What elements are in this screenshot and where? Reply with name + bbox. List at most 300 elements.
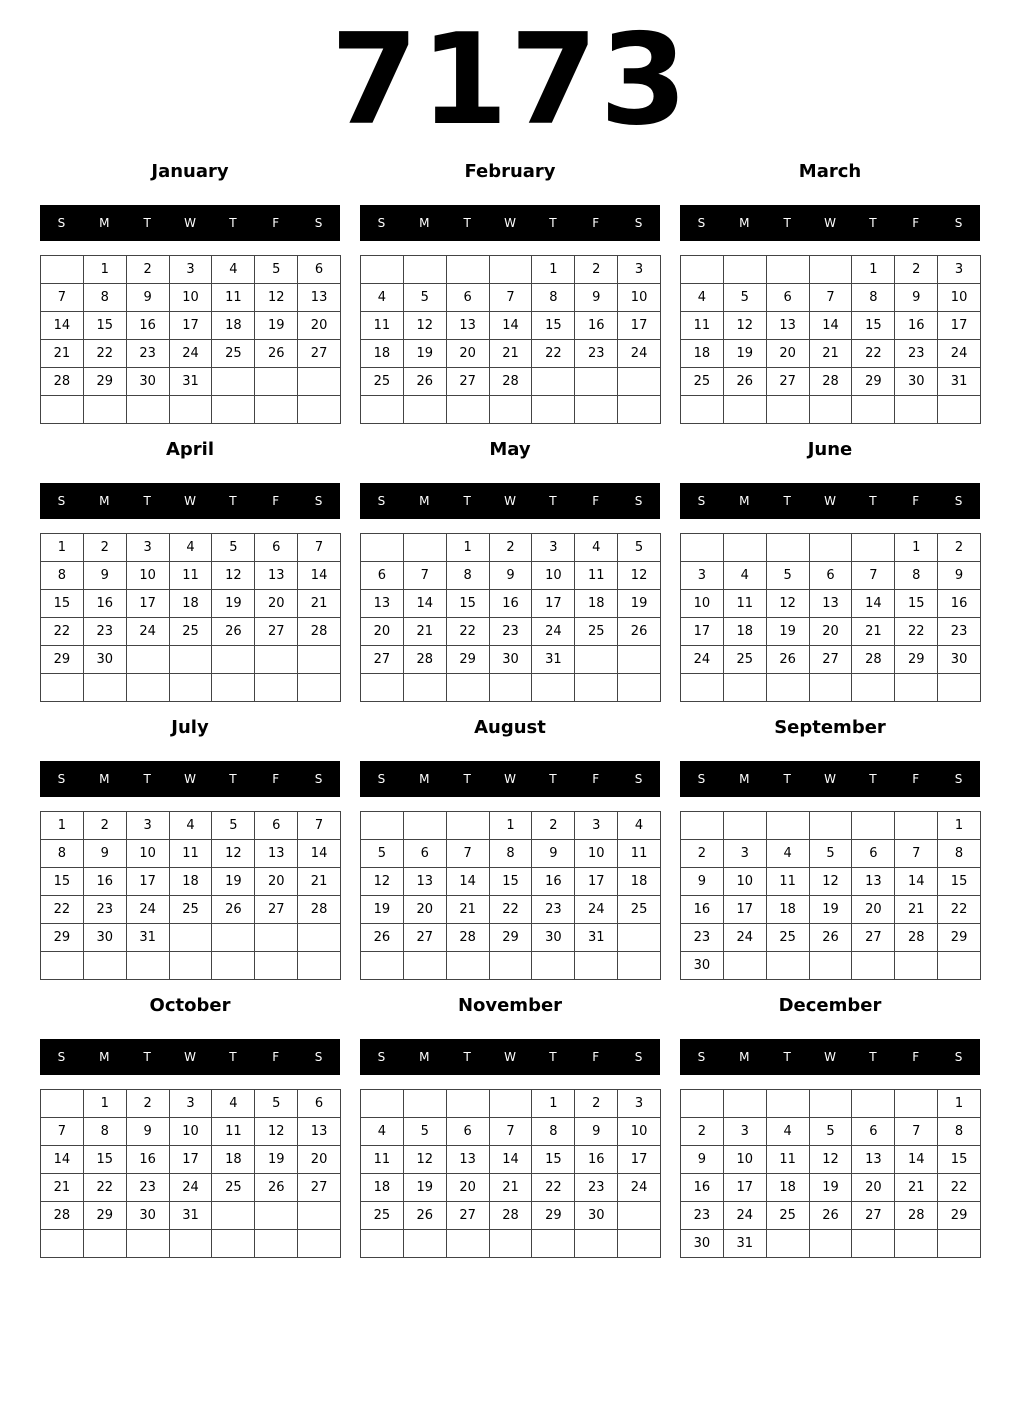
day-cell: 11 (361, 1146, 404, 1174)
day-cell: 24 (618, 340, 661, 368)
weekday-label: M (419, 772, 430, 786)
day-cell: 24 (681, 646, 724, 674)
day-cell: 7 (41, 284, 84, 312)
empty-cell (212, 674, 255, 702)
empty-cell (298, 674, 341, 702)
day-cell: 26 (361, 924, 404, 952)
day-cell: 22 (852, 340, 895, 368)
day-cell: 28 (490, 1202, 533, 1230)
empty-cell (575, 396, 618, 424)
day-cell: 28 (895, 1202, 938, 1230)
weekday-label: S (377, 772, 386, 786)
month-name: October (149, 995, 231, 1016)
empty-cell (575, 674, 618, 702)
weekday-label: S (314, 1050, 323, 1064)
empty-cell (361, 812, 404, 840)
empty-cell (810, 952, 853, 980)
day-cell: 26 (212, 896, 255, 924)
day-cell: 24 (127, 618, 170, 646)
day-cell: 17 (532, 590, 575, 618)
empty-cell (127, 1230, 170, 1258)
day-cell: 14 (810, 312, 853, 340)
day-cell: 20 (852, 896, 895, 924)
day-cell: 5 (767, 562, 810, 590)
weekday-label: T (783, 1050, 791, 1064)
day-cell: 17 (170, 312, 213, 340)
day-cell: 3 (127, 812, 170, 840)
empty-cell (618, 1230, 661, 1258)
day-cell: 27 (852, 924, 895, 952)
day-cell: 26 (212, 618, 255, 646)
empty-cell (127, 674, 170, 702)
month-name: November (457, 995, 563, 1016)
empty-cell (767, 674, 810, 702)
day-cell: 4 (724, 562, 767, 590)
day-cell: 2 (575, 1090, 618, 1118)
day-cell: 1 (532, 1090, 575, 1118)
weekday-label: F (592, 1050, 600, 1064)
weekday-label: M (99, 216, 110, 230)
day-cell: 29 (41, 924, 84, 952)
day-cell: 15 (84, 1146, 127, 1174)
weekday-label: W (824, 1050, 836, 1064)
day-cell: 31 (127, 924, 170, 952)
day-cell: 11 (212, 284, 255, 312)
day-cell: 27 (767, 368, 810, 396)
day-cell: 24 (938, 340, 981, 368)
weekday-label: T (869, 1050, 877, 1064)
day-cell: 11 (767, 1146, 810, 1174)
day-cell: 15 (532, 1146, 575, 1174)
day-cell: 12 (810, 868, 853, 896)
day-cell: 18 (212, 312, 255, 340)
day-cell: 9 (575, 1118, 618, 1146)
day-cell: 6 (447, 1118, 490, 1146)
month-name: February (464, 161, 556, 182)
empty-cell (170, 952, 213, 980)
day-cell: 25 (170, 618, 213, 646)
day-cell: 5 (404, 284, 447, 312)
day-cell: 23 (938, 618, 981, 646)
day-cell: 27 (852, 1202, 895, 1230)
weekday-label: W (824, 494, 836, 508)
empty-cell (127, 396, 170, 424)
day-cell: 8 (938, 840, 981, 868)
day-cell: 10 (170, 284, 213, 312)
day-cell: 13 (852, 868, 895, 896)
day-cell: 19 (255, 1146, 298, 1174)
month-name: May (489, 439, 531, 460)
day-cell: 5 (361, 840, 404, 868)
day-cell: 24 (170, 1174, 213, 1202)
day-cell: 27 (298, 340, 341, 368)
empty-cell (490, 1230, 533, 1258)
day-cell: 6 (361, 562, 404, 590)
empty-cell (404, 534, 447, 562)
day-cell: 3 (724, 1118, 767, 1146)
weekday-label: W (504, 1050, 516, 1064)
empty-cell (767, 1090, 810, 1118)
empty-cell (361, 952, 404, 980)
empty-cell (810, 1090, 853, 1118)
day-cell: 18 (681, 340, 724, 368)
day-cell: 12 (404, 1146, 447, 1174)
day-cell: 22 (447, 618, 490, 646)
day-cell: 21 (490, 1174, 533, 1202)
day-cell: 22 (84, 1174, 127, 1202)
weekday-label: F (592, 216, 600, 230)
weekday-label: S (57, 216, 66, 230)
day-cell: 20 (404, 896, 447, 924)
day-cell: 9 (84, 562, 127, 590)
empty-cell (170, 1230, 213, 1258)
day-cell: 18 (575, 590, 618, 618)
day-cell: 1 (41, 534, 84, 562)
day-cell: 23 (895, 340, 938, 368)
day-cell: 17 (938, 312, 981, 340)
empty-cell (298, 1230, 341, 1258)
weekday-label: T (549, 1050, 557, 1064)
day-cell: 1 (532, 256, 575, 284)
day-cell: 11 (724, 590, 767, 618)
weekday-label: F (912, 1050, 920, 1064)
day-cell: 13 (767, 312, 810, 340)
weekday-label: S (634, 1050, 643, 1064)
day-cell: 17 (681, 618, 724, 646)
day-cell: 21 (810, 340, 853, 368)
day-cell: 22 (41, 896, 84, 924)
empty-cell (767, 534, 810, 562)
day-cell: 16 (84, 590, 127, 618)
day-cell: 16 (127, 312, 170, 340)
day-cell: 11 (170, 840, 213, 868)
empty-cell (724, 534, 767, 562)
day-cell: 2 (84, 812, 127, 840)
day-cell: 29 (41, 646, 84, 674)
empty-cell (895, 396, 938, 424)
weekday-label: M (99, 1050, 110, 1064)
day-cell: 6 (298, 256, 341, 284)
day-cell: 8 (532, 284, 575, 312)
day-cell: 25 (618, 896, 661, 924)
day-cell: 31 (170, 368, 213, 396)
day-cell: 29 (895, 646, 938, 674)
empty-cell (255, 1230, 298, 1258)
day-cell: 27 (255, 896, 298, 924)
empty-cell (298, 924, 341, 952)
day-cell: 5 (404, 1118, 447, 1146)
day-cell: 27 (810, 646, 853, 674)
day-cell: 18 (170, 590, 213, 618)
day-cell: 25 (575, 618, 618, 646)
weekday-label: S (314, 772, 323, 786)
day-cell: 22 (532, 340, 575, 368)
day-cell: 10 (724, 868, 767, 896)
day-cell: 31 (938, 368, 981, 396)
day-cell: 27 (447, 1202, 490, 1230)
day-cell: 31 (532, 646, 575, 674)
day-cell: 28 (810, 368, 853, 396)
day-cell: 7 (490, 1118, 533, 1146)
day-cell: 16 (127, 1146, 170, 1174)
day-cell: 20 (447, 1174, 490, 1202)
day-grid (40, 811, 341, 980)
day-cell: 13 (255, 840, 298, 868)
weekday-header (360, 205, 660, 241)
day-cell: 11 (170, 562, 213, 590)
day-cell: 16 (84, 868, 127, 896)
month-name: September (774, 717, 886, 738)
empty-cell (404, 812, 447, 840)
day-cell: 12 (404, 312, 447, 340)
day-cell: 19 (212, 590, 255, 618)
day-cell: 10 (127, 840, 170, 868)
day-cell: 8 (895, 562, 938, 590)
day-cell: 15 (938, 1146, 981, 1174)
day-cell: 13 (447, 1146, 490, 1174)
empty-cell (895, 1230, 938, 1258)
weekday-label: T (549, 494, 557, 508)
weekday-label: S (634, 216, 643, 230)
day-cell: 10 (532, 562, 575, 590)
day-cell: 20 (852, 1174, 895, 1202)
day-cell: 14 (298, 562, 341, 590)
day-cell: 18 (724, 618, 767, 646)
day-cell: 3 (724, 840, 767, 868)
day-cell: 15 (41, 868, 84, 896)
day-cell: 14 (895, 1146, 938, 1174)
day-grid (360, 811, 661, 980)
day-grid (40, 1089, 341, 1258)
day-cell: 13 (852, 1146, 895, 1174)
day-grid (40, 255, 341, 424)
day-cell: 18 (767, 1174, 810, 1202)
empty-cell (127, 646, 170, 674)
day-cell: 8 (938, 1118, 981, 1146)
empty-cell (895, 674, 938, 702)
day-cell: 1 (938, 812, 981, 840)
weekday-label: T (463, 1050, 471, 1064)
day-cell: 30 (575, 1202, 618, 1230)
day-cell: 1 (84, 1090, 127, 1118)
day-cell: 23 (127, 340, 170, 368)
day-cell: 27 (404, 924, 447, 952)
day-cell: 19 (810, 896, 853, 924)
day-cell: 4 (170, 812, 213, 840)
day-cell: 23 (681, 924, 724, 952)
day-cell: 24 (724, 1202, 767, 1230)
day-cell: 28 (298, 618, 341, 646)
day-cell: 13 (404, 868, 447, 896)
day-cell: 6 (447, 284, 490, 312)
day-cell: 7 (41, 1118, 84, 1146)
day-cell: 29 (532, 1202, 575, 1230)
month-name: June (807, 439, 853, 460)
weekday-label: T (143, 1050, 151, 1064)
day-cell: 14 (404, 590, 447, 618)
day-cell: 4 (618, 812, 661, 840)
empty-cell (298, 952, 341, 980)
weekday-label: W (184, 1050, 196, 1064)
weekday-header (40, 205, 340, 241)
weekday-label: F (912, 216, 920, 230)
day-cell: 13 (298, 284, 341, 312)
weekday-header (40, 761, 340, 797)
weekday-label: T (143, 216, 151, 230)
day-cell: 31 (170, 1202, 213, 1230)
empty-cell (255, 674, 298, 702)
weekday-label: M (739, 1050, 750, 1064)
day-cell: 25 (767, 1202, 810, 1230)
weekday-label: M (419, 1050, 430, 1064)
day-cell: 26 (618, 618, 661, 646)
weekday-label: T (783, 772, 791, 786)
day-cell: 6 (404, 840, 447, 868)
day-cell: 6 (810, 562, 853, 590)
empty-cell (852, 1230, 895, 1258)
day-cell: 10 (127, 562, 170, 590)
day-cell: 28 (490, 368, 533, 396)
day-cell: 20 (255, 868, 298, 896)
weekday-header (680, 205, 980, 241)
day-cell: 23 (681, 1202, 724, 1230)
empty-cell (852, 396, 895, 424)
weekday-label: S (377, 494, 386, 508)
empty-cell (490, 952, 533, 980)
empty-cell (810, 256, 853, 284)
empty-cell (681, 396, 724, 424)
day-cell: 16 (490, 590, 533, 618)
day-cell: 26 (810, 1202, 853, 1230)
empty-cell (447, 952, 490, 980)
empty-cell (618, 924, 661, 952)
empty-cell (447, 812, 490, 840)
weekday-label: W (824, 216, 836, 230)
day-cell: 5 (724, 284, 767, 312)
day-cell: 12 (212, 562, 255, 590)
weekday-label: T (229, 772, 237, 786)
day-cell: 12 (361, 868, 404, 896)
day-cell: 29 (490, 924, 533, 952)
day-cell: 8 (447, 562, 490, 590)
day-cell: 6 (255, 534, 298, 562)
weekday-label: S (634, 772, 643, 786)
weekday-label: M (739, 216, 750, 230)
day-grid (680, 533, 981, 702)
day-cell: 1 (41, 812, 84, 840)
empty-cell (404, 1090, 447, 1118)
weekday-label: W (824, 772, 836, 786)
day-cell: 17 (618, 312, 661, 340)
weekday-label: T (463, 494, 471, 508)
day-cell: 3 (532, 534, 575, 562)
weekday-label: T (869, 772, 877, 786)
empty-cell (212, 1230, 255, 1258)
day-grid (40, 533, 341, 702)
empty-cell (298, 646, 341, 674)
empty-cell (212, 396, 255, 424)
day-cell: 23 (127, 1174, 170, 1202)
empty-cell (575, 368, 618, 396)
month-name: April (165, 439, 215, 460)
weekday-label: M (99, 772, 110, 786)
day-cell: 14 (447, 868, 490, 896)
day-cell: 31 (575, 924, 618, 952)
empty-cell (361, 534, 404, 562)
empty-cell (895, 1090, 938, 1118)
day-cell: 1 (447, 534, 490, 562)
day-cell: 30 (84, 924, 127, 952)
day-cell: 13 (810, 590, 853, 618)
day-cell: 3 (681, 562, 724, 590)
day-cell: 3 (618, 256, 661, 284)
empty-cell (41, 952, 84, 980)
empty-cell (447, 1090, 490, 1118)
day-cell: 30 (532, 924, 575, 952)
empty-cell (255, 646, 298, 674)
day-cell: 20 (447, 340, 490, 368)
empty-cell (575, 952, 618, 980)
day-cell: 3 (170, 1090, 213, 1118)
day-cell: 24 (724, 924, 767, 952)
empty-cell (681, 534, 724, 562)
day-cell: 11 (618, 840, 661, 868)
weekday-label: F (592, 772, 600, 786)
weekday-label: F (272, 216, 280, 230)
day-cell: 7 (895, 840, 938, 868)
day-cell: 24 (575, 896, 618, 924)
day-cell: 26 (255, 1174, 298, 1202)
day-cell: 2 (681, 840, 724, 868)
day-cell: 14 (490, 312, 533, 340)
day-cell: 2 (575, 256, 618, 284)
empty-cell (724, 396, 767, 424)
day-cell: 30 (84, 646, 127, 674)
day-cell: 23 (490, 618, 533, 646)
day-cell: 24 (127, 896, 170, 924)
weekday-header (360, 483, 660, 519)
empty-cell (255, 368, 298, 396)
day-cell: 11 (681, 312, 724, 340)
day-cell: 17 (724, 1174, 767, 1202)
day-cell: 21 (404, 618, 447, 646)
day-cell: 16 (681, 896, 724, 924)
day-cell: 11 (361, 312, 404, 340)
empty-cell (938, 952, 981, 980)
day-cell: 12 (724, 312, 767, 340)
weekday-label: W (184, 772, 196, 786)
day-cell: 26 (724, 368, 767, 396)
day-cell: 5 (255, 1090, 298, 1118)
day-cell: 9 (127, 1118, 170, 1146)
empty-cell (212, 924, 255, 952)
day-cell: 4 (361, 1118, 404, 1146)
weekday-label: M (99, 494, 110, 508)
weekday-label: S (954, 772, 963, 786)
day-cell: 4 (361, 284, 404, 312)
day-cell: 16 (681, 1174, 724, 1202)
day-cell: 14 (852, 590, 895, 618)
day-cell: 9 (895, 284, 938, 312)
empty-cell (575, 646, 618, 674)
day-cell: 7 (895, 1118, 938, 1146)
day-cell: 19 (361, 896, 404, 924)
day-cell: 12 (767, 590, 810, 618)
weekday-header (40, 1039, 340, 1075)
empty-cell (938, 674, 981, 702)
empty-cell (681, 1090, 724, 1118)
day-cell: 4 (767, 840, 810, 868)
